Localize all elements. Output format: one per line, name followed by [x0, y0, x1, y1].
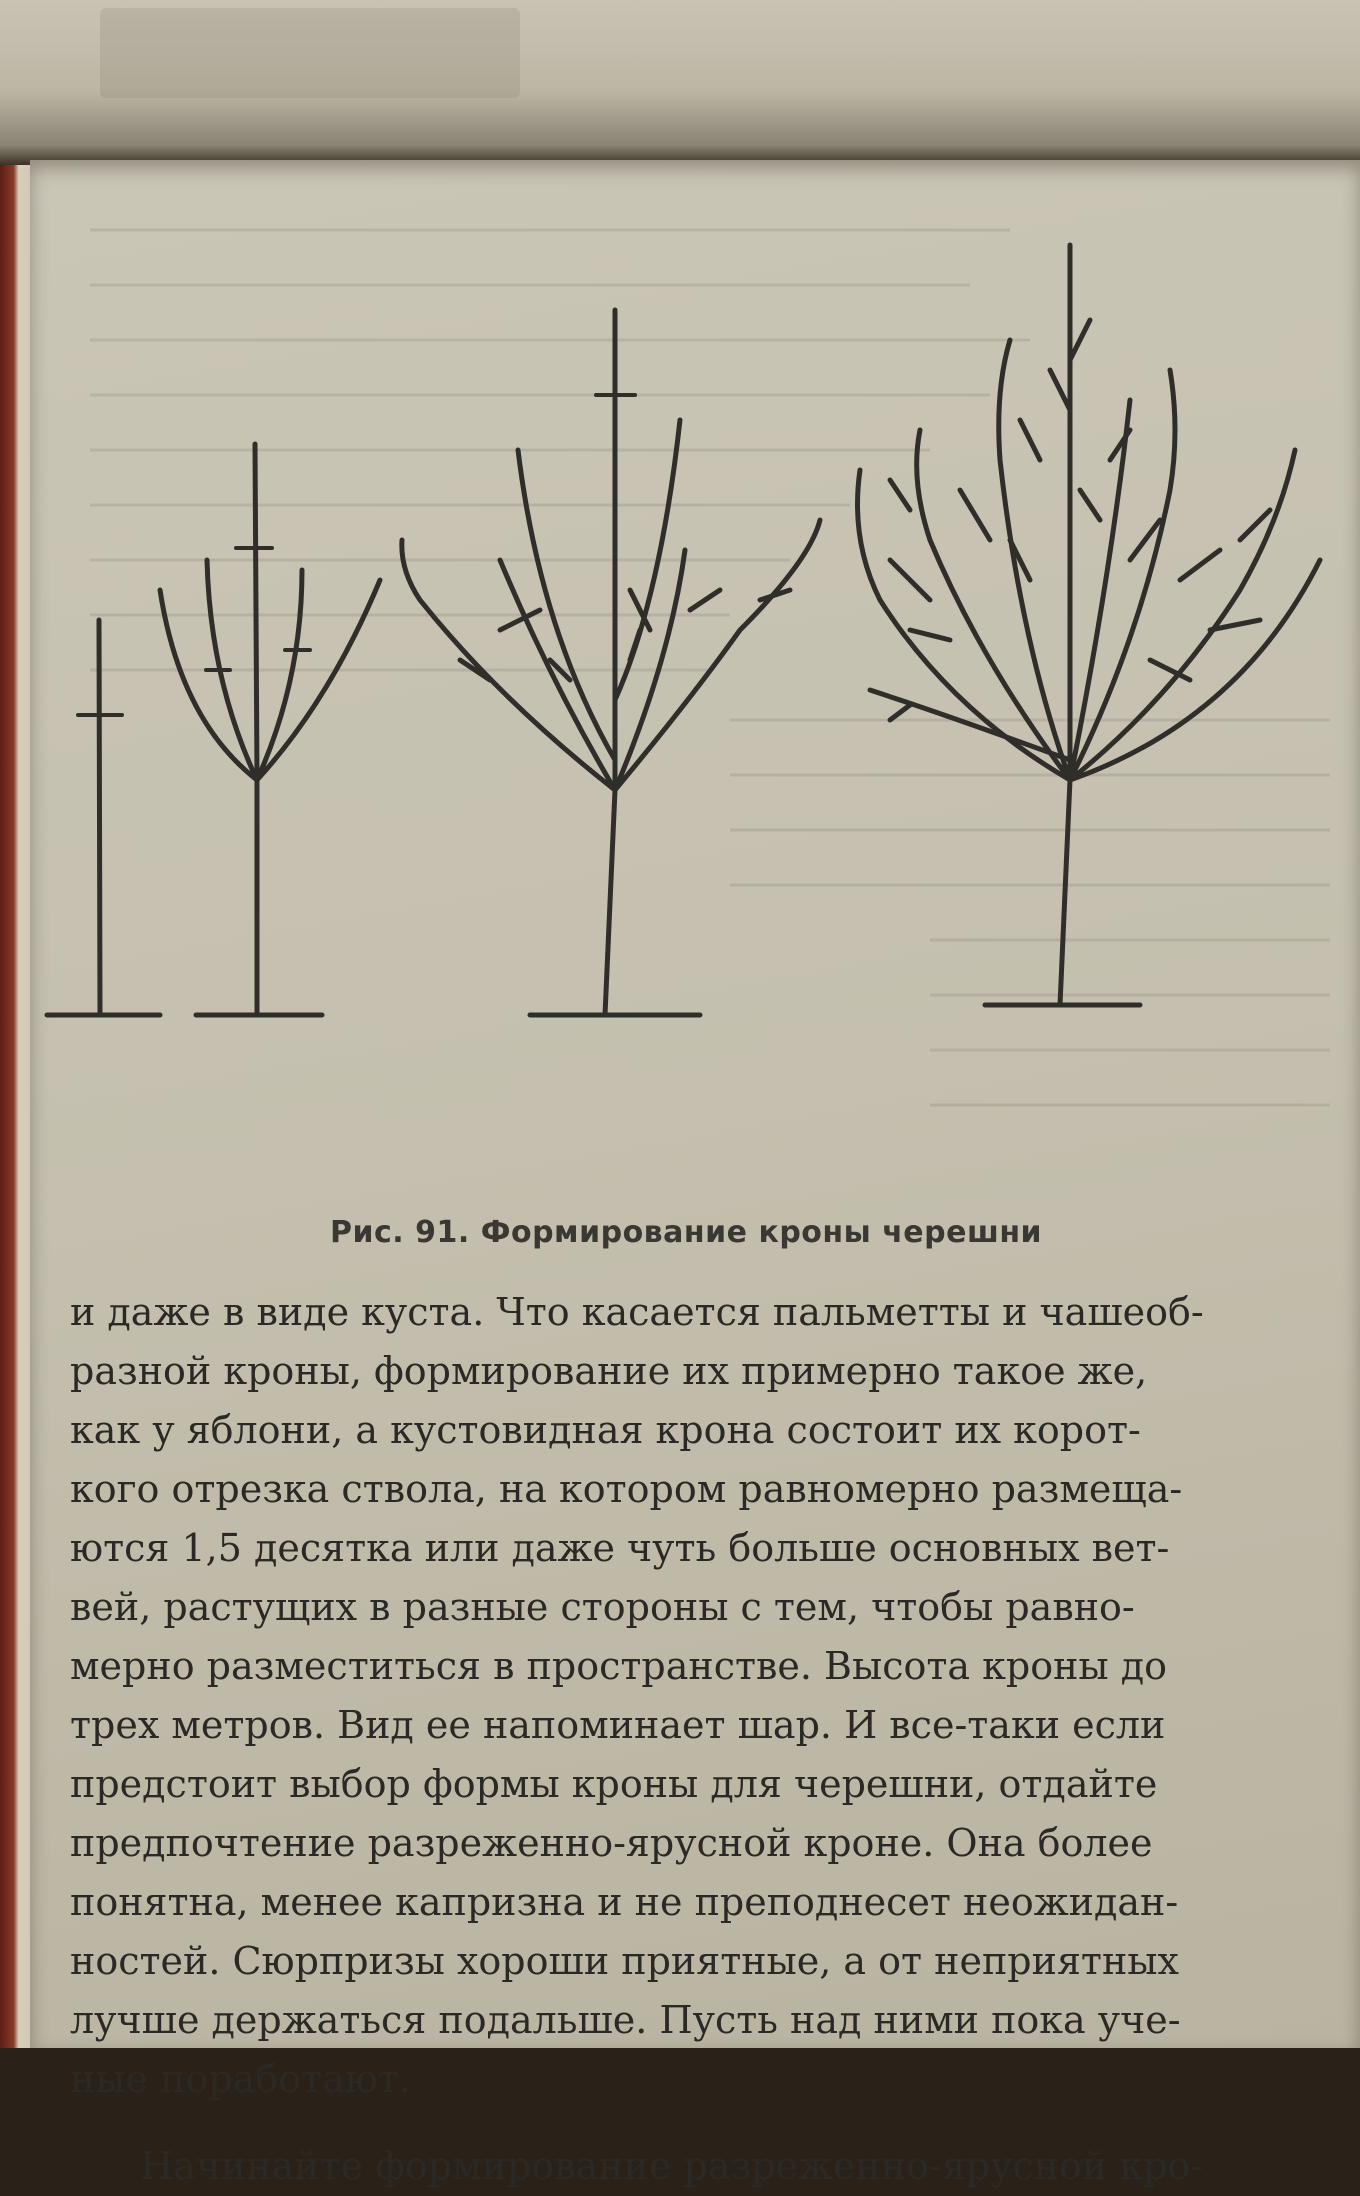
- next-paragraph-start: Начинайте формирование разреженно-ярусной кро-: [140, 2144, 1204, 2188]
- background-surface: [0, 0, 1360, 165]
- book-page: [30, 160, 1360, 2188]
- tree-stage-1: [47, 620, 160, 1015]
- text-line: и даже в виде куста. Что касается пальметты и чашеоб-: [70, 1290, 1204, 1334]
- crown-formation-figure: [30, 160, 1360, 1210]
- text-line: вей, растущих в разные стороны с тем, чтобы равно-: [70, 1585, 1135, 1629]
- body-text: [70, 1283, 1360, 2196]
- text-line: кого отрезка ствола, на котором равномерно размеща-: [70, 1467, 1183, 1511]
- text-line: разной кроны, формирование их примерно такое же,: [70, 1349, 1148, 1393]
- book-cover-edge: [0, 165, 34, 2048]
- figure-caption: Рис. 91. Формирование кроны черешни: [330, 1215, 1043, 1250]
- tree-stage-4: [858, 245, 1321, 1005]
- blurred-object: [100, 8, 520, 98]
- text-line: трех метров. Вид ее напоминает шар. И все-таки если: [70, 1703, 1166, 1747]
- text-line: предпочтение разреженно-ярусной кроне. Она более: [70, 1821, 1153, 1865]
- text-line: мерно разместиться в пространстве. Высота кроны до: [70, 1644, 1168, 1688]
- tree-stage-2: [160, 444, 380, 1015]
- text-line: ются 1,5 десятка или даже чуть больше основных вет-: [70, 1526, 1170, 1570]
- text-line: ностей. Сюрпризы хороши приятные, а от неприятных: [70, 1939, 1179, 1983]
- text-line: предстоит выбор формы кроны для черешни, отдайте: [70, 1762, 1158, 1806]
- text-line: понятна, менее капризна и не преподнесет неожидан-: [70, 1880, 1179, 1924]
- tree-stage-3: [402, 310, 820, 1015]
- text-line: ные поработают.: [70, 2057, 411, 2101]
- text-line: лучше держаться подальше. Пусть над ними пока уче-: [70, 1998, 1181, 2042]
- text-line: как у яблони, а кустовидная крона состоит их корот-: [70, 1408, 1141, 1452]
